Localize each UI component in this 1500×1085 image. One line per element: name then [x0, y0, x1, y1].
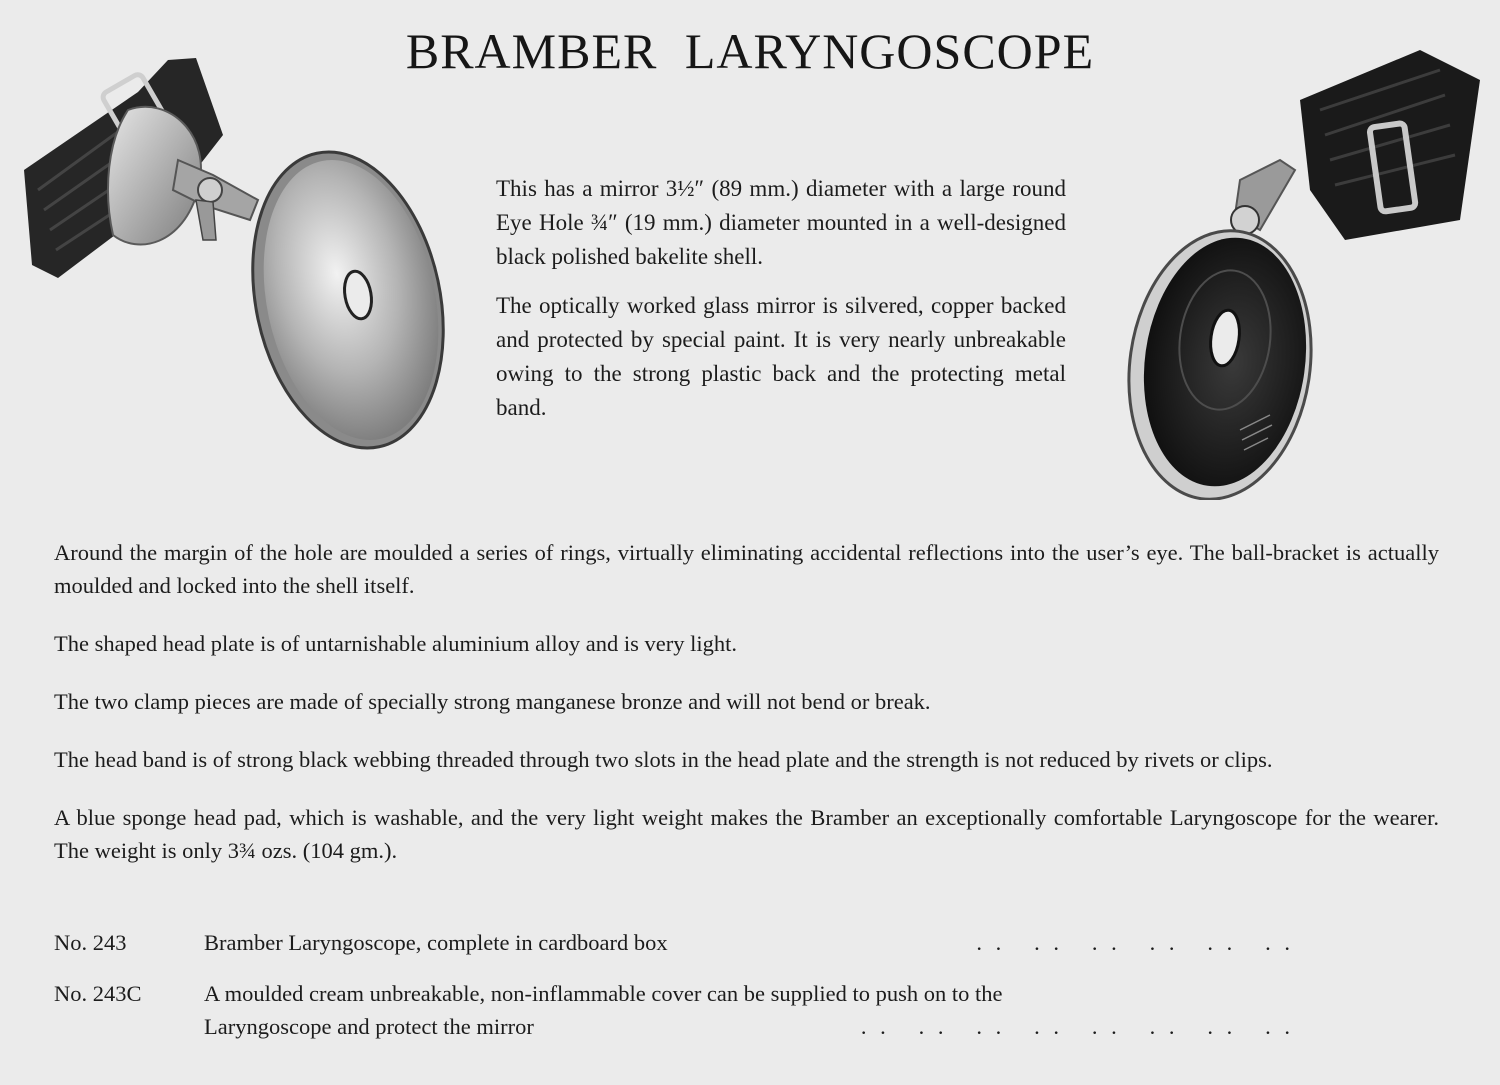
dot-leader: . . . . . . . . . . . . . . . .	[860, 1014, 1294, 1039]
catalog-text: A moulded cream unbreakable, non-inflammable cover can be supplied to push on to the	[204, 981, 1003, 1006]
intro-paragraph-mirror: This has a mirror 3½″ (89 mm.) diameter with a large round Eye Hole ¾″ (19 mm.) diameter mounted in a well-designed black polished bakelite shell.	[496, 176, 1066, 269]
catalog-line	[204, 1010, 1294, 1043]
paragraph-head-pad: A blue sponge head pad, which is washable, and the very light weight makes the Bramber an exceptionally comfortable Laryngoscope for the wearer. The weight is only 3¾ ozs. (104 gm.).	[54, 805, 1439, 863]
dot-leader: . . . . . . . . . . . .	[976, 930, 1294, 955]
catalog-text: Bramber Laryngoscope, complete in cardboard box	[204, 930, 668, 955]
intro-description	[496, 172, 1066, 440]
page-title: BRAMBER LARYNGOSCOPE	[405, 23, 1095, 79]
catalog-description	[204, 977, 1294, 1043]
laryngoscope-front-photo	[18, 40, 448, 460]
catalog-line	[204, 926, 1294, 959]
feature-description	[54, 536, 1439, 892]
catalog-line	[204, 977, 1294, 1010]
catalog-item	[54, 926, 1294, 959]
paragraph-head-plate: The shaped head plate is of untarnishable aluminium alloy and is very light.	[54, 631, 737, 656]
laryngoscope-back-photo	[1120, 40, 1490, 500]
catalog-number: No. 243	[54, 930, 127, 955]
paragraph-head-band: The head band is of strong black webbing threaded through two slots in the head plate and the strength is not reduced by rivets or clips.	[54, 747, 1273, 772]
catalog-description	[204, 926, 1294, 959]
catalog-item	[54, 977, 1294, 1043]
catalog-text: Laryngoscope and protect the mirror	[204, 1014, 534, 1039]
paragraph-clamp-pieces: The two clamp pieces are made of specially strong manganese bronze and will not bend or break.	[54, 689, 931, 714]
paragraph-rings: Around the margin of the hole are moulded a series of rings, virtually eliminating accidental reflections into the user’s eye. The ball-bracket is actually moulded and locked into the shell itself.	[54, 540, 1439, 598]
catalog-number: No. 243C	[54, 981, 142, 1006]
intro-paragraph-glass: The optically worked glass mirror is silvered, copper backed and protected by special paint. It is very nearly unbreakable owing to the strong plastic back and the protecting metal band.	[496, 293, 1066, 420]
catalog-list	[54, 926, 1294, 1061]
